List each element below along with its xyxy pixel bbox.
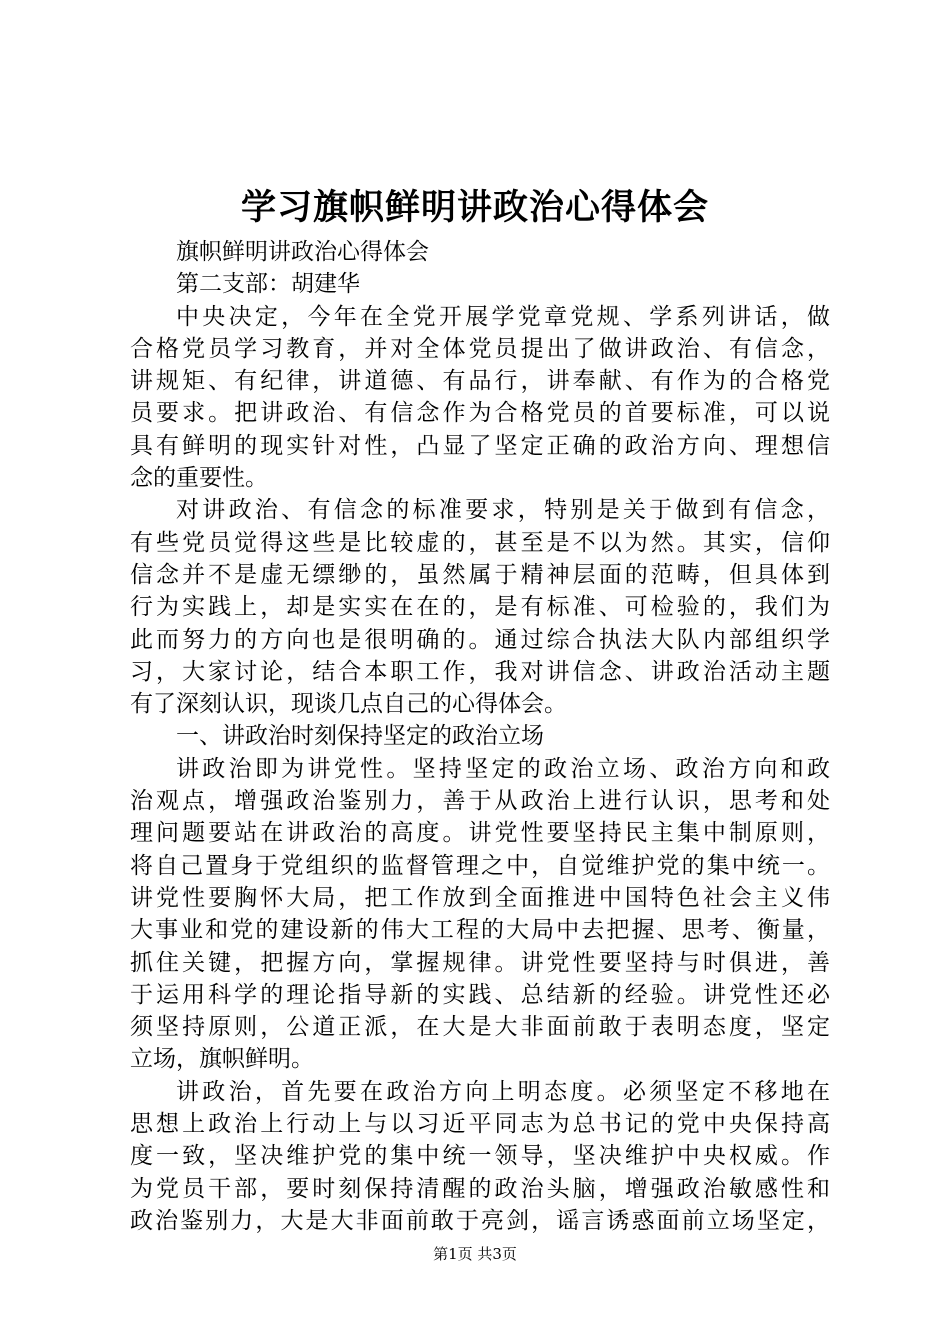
text-line: 合格党员学习教育，并对全体党员提出了做讲政治、有信念， [130,335,830,362]
text-line: 理问题要站在讲政治的高度。讲党性要坚持民主集中制原则， [130,820,830,847]
text-line: 有了深刻认识，现谈几点自己的心得体会。 [130,691,567,718]
text-line: 旗帜鲜明讲政治心得体会 [176,239,429,265]
text-line: 第二支部：胡建华 [176,271,360,298]
text-line: 抓住关键，把握方向，掌握规律。讲党性要坚持与时俱进，善 [130,949,830,976]
text-line: 信念并不是虚无缥缈的，虽然属于精神层面的范畴，但具体到 [130,561,830,588]
text-line: 于运用科学的理论指导新的实践、总结新的经验。讲党性还必 [130,981,830,1008]
text-line: 中央决定，今年在全党开展学党章党规、学系列讲话，做 [176,303,830,330]
text-line: 对讲政治、有信念的标准要求，特别是关于做到有信念， [176,497,830,524]
text-line: 将自己置身于党组织的监督管理之中，自觉维护党的集中统一。 [130,852,830,879]
text-line: 一、讲政治时刻保持坚定的政治立场 [176,723,544,750]
text-line: 治观点，增强政治鉴别力，善于从政治上进行认识，思考和处 [130,788,830,815]
text-line: 有些党员觉得这些是比较虚的，甚至是不以为然。其实，信仰 [130,529,830,556]
document-title: 学习旗帜鲜明讲政治心得体会 [240,187,709,228]
text-line: 政治鉴别力，大是大非面前敢于亮剑，谣言诱惑面前立场坚定， [130,1207,830,1234]
text-line: 讲党性要胸怀大局，把工作放到全面推进中国特色社会主义伟 [130,884,830,911]
text-line: 员要求。把讲政治、有信念作为合格党员的首要标准，可以说 [130,400,830,427]
page-footer: 第1页 共3页 [433,1245,517,1263]
text-line: 念的重要性。 [130,465,268,492]
text-line: 思想上政治上行动上与以习近平同志为总书记的党中央保持高 [130,1111,830,1138]
text-line: 大事业和党的建设新的伟大工程的大局中去把握、思考、衡量， [130,917,830,944]
text-line: 此而努力的方向也是很明确的。通过综合执法大队内部组织学 [130,626,830,653]
text-line: 立场，旗帜鲜明。 [130,1046,314,1073]
text-line: 行为实践上，却是实实在在的，是有标准、可检验的，我们为 [130,594,830,621]
text-line: 习，大家讨论，结合本职工作，我对讲信念、讲政治活动主题 [130,658,830,685]
text-line: 须坚持原则，公道正派，在大是大非面前敢于表明态度，坚定 [130,1014,830,1041]
text-line: 具有鲜明的现实针对性，凸显了坚定正确的政治方向、理想信 [130,432,830,459]
text-line: 讲规矩、有纪律，讲道德、有品行，讲奉献、有作为的合格党 [130,368,830,395]
text-line: 讲政治即为讲党性。坚持坚定的政治立场、政治方向和政 [176,755,830,782]
text-line: 讲政治，首先要在政治方向上明态度。必须坚定不移地在 [176,1078,830,1105]
text-line: 度一致，坚决维护党的集中统一领导，坚决维护中央权威。作 [130,1143,830,1170]
document-body [130,236,830,1237]
text-line: 为党员干部，要时刻保持清醒的政治头脑，增强政治敏感性和 [130,1175,830,1202]
